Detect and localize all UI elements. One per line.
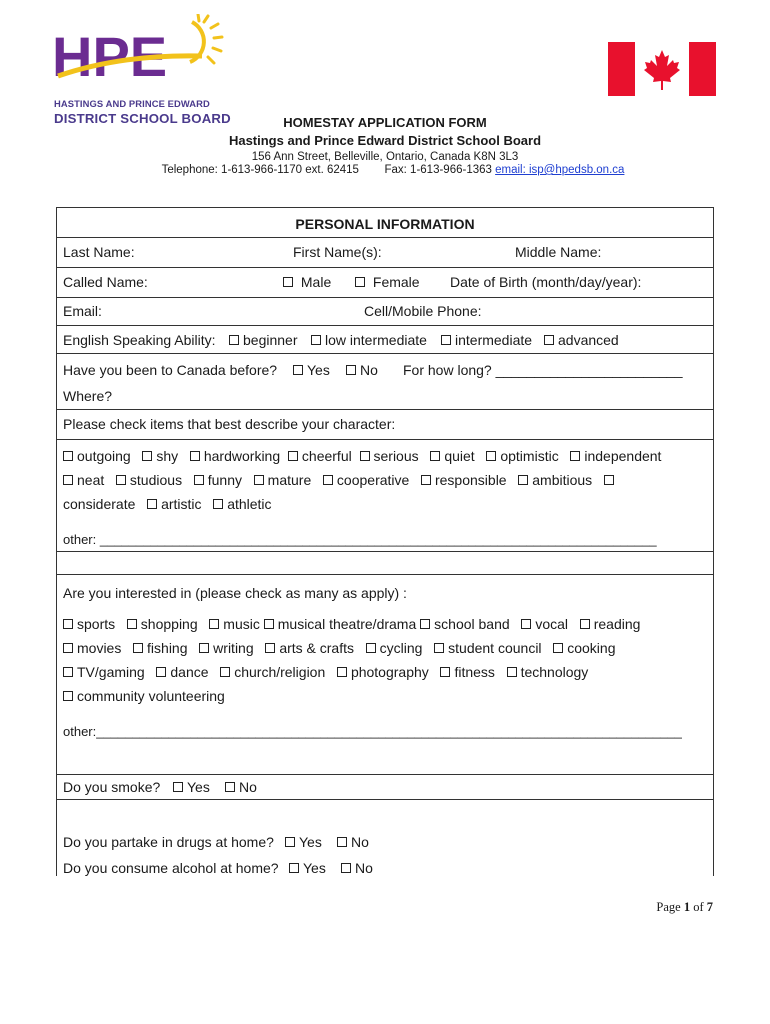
option-label: technology (520, 664, 589, 680)
option-label: responsible (434, 472, 507, 488)
checkbox[interactable] (486, 451, 496, 461)
board-name: Hastings and Prince Edward District School Board (228, 133, 542, 148)
option-label: advanced (558, 332, 619, 348)
telephone: Telephone: 1-613-966-1170 ext. 62415 (161, 164, 359, 176)
option-label: movies (77, 640, 122, 656)
option-label: hardworking (203, 448, 281, 464)
checkbox[interactable] (63, 619, 73, 629)
checkbox[interactable] (209, 619, 219, 629)
interest-row-2 (63, 640, 615, 656)
page-number (656, 900, 713, 915)
character-options (57, 440, 713, 552)
where-label: Where? (63, 388, 113, 404)
checkbox[interactable] (604, 475, 614, 485)
checkbox[interactable] (225, 782, 235, 792)
how-long-field[interactable]: For how long? ________________________ (403, 362, 683, 378)
male-label: Male (300, 274, 332, 290)
checkbox[interactable] (194, 475, 204, 485)
option-label: Yes (303, 860, 326, 876)
option-label: community volunteering (77, 688, 225, 704)
canada-question: Have you been to Canada before? (63, 362, 278, 378)
option-label: neat (77, 472, 105, 488)
checkbox[interactable] (346, 365, 356, 375)
english-low-intermediate[interactable] (311, 332, 427, 348)
smoke-question: Do you smoke? (63, 779, 161, 795)
smoke-row (57, 774, 713, 800)
checkbox[interactable] (285, 837, 295, 847)
checkbox[interactable] (580, 619, 590, 629)
option-label: photography (350, 664, 429, 680)
checkbox[interactable] (311, 335, 321, 345)
checkbox[interactable] (421, 475, 431, 485)
canada-yes[interactable] (293, 362, 330, 378)
checkbox[interactable] (518, 475, 528, 485)
checkbox[interactable] (133, 643, 143, 653)
character-question-row (57, 410, 713, 440)
option-label: fishing (147, 640, 188, 656)
called-name-row (57, 268, 713, 298)
checkbox[interactable] (63, 451, 73, 461)
checkbox[interactable] (156, 667, 166, 677)
option-label: cycling (379, 640, 423, 656)
checkbox[interactable] (430, 451, 440, 461)
dob-label: Date of Birth (month/day/year): (450, 274, 642, 290)
hpe-logo-graphic (52, 14, 227, 98)
option-label: dance (170, 664, 209, 680)
checkbox[interactable] (127, 619, 137, 629)
option-label: beginner (243, 332, 298, 348)
option-label: cheerful (301, 448, 352, 464)
form-title: HOMESTAY APPLICATION FORM (283, 115, 487, 130)
logo-letters: HPE (52, 25, 168, 88)
checkbox[interactable] (440, 667, 450, 677)
interest-options (57, 574, 713, 774)
option-label: quiet (444, 448, 475, 464)
called-name-label: Called Name: (63, 274, 148, 290)
checkbox[interactable] (507, 667, 517, 677)
option-label: funny (207, 472, 242, 488)
option-label: ambitious (532, 472, 593, 488)
english-beginner[interactable] (229, 332, 298, 348)
option-label: sports (77, 616, 116, 632)
checkbox[interactable] (147, 499, 157, 509)
checkbox[interactable] (337, 667, 347, 677)
checkbox[interactable] (63, 643, 73, 653)
character-other-field[interactable]: other: _____________________________________________________________________________ (63, 532, 657, 547)
alcohol-yes[interactable] (289, 860, 326, 876)
where-row (57, 384, 713, 410)
checkbox[interactable] (323, 475, 333, 485)
english-advanced[interactable] (544, 332, 619, 348)
checkbox[interactable] (199, 643, 209, 653)
interest-row-4 (63, 688, 225, 704)
option-label: No (360, 362, 378, 378)
checkbox[interactable] (229, 335, 239, 345)
option-label: vocal (535, 616, 569, 632)
board-address: 156 Ann Street, Belleville, Ontario, Canada K8N 3L3 (251, 151, 519, 163)
female-label: Female (372, 274, 420, 290)
checkbox[interactable] (213, 499, 223, 509)
option-label: music (223, 616, 260, 632)
checkbox[interactable] (289, 863, 299, 873)
male-checkbox[interactable] (283, 277, 293, 287)
option-label: shy (156, 448, 179, 464)
checkbox[interactable] (264, 619, 274, 629)
option-label: low intermediate (325, 332, 427, 348)
middle-name-label: Middle Name: (515, 244, 602, 260)
drugs-no[interactable] (337, 834, 369, 850)
page-current: 1 (683, 900, 691, 914)
checkbox[interactable] (544, 335, 554, 345)
hpe-logo (52, 14, 231, 129)
option-label: TV/gaming (77, 664, 145, 680)
drugs-yes[interactable] (285, 834, 322, 850)
name-row (57, 238, 713, 268)
checkbox[interactable] (434, 643, 444, 653)
section-header-row (57, 208, 713, 238)
option-label: No (351, 834, 369, 850)
canada-flag-icon (608, 42, 716, 96)
interest-other-field[interactable]: other:_________________________________________________________________________________ (63, 724, 682, 739)
canada-no[interactable] (346, 362, 378, 378)
of-word: of (690, 900, 707, 914)
character-row-1 (63, 448, 661, 464)
interest-row-3 (63, 664, 588, 680)
interest-row-1 (63, 616, 640, 632)
character-question: Please check items that best describe your character: (63, 416, 396, 432)
female-checkbox[interactable] (355, 277, 365, 287)
interest-question: Are you interested in (please check as many as apply) : (63, 585, 407, 601)
option-label: cooking (567, 640, 616, 656)
email-row (57, 298, 713, 326)
personal-information-form (56, 207, 714, 876)
option-label: No (355, 860, 373, 876)
contact-line (8, 164, 770, 176)
checkbox[interactable] (63, 691, 73, 701)
checkbox[interactable] (220, 667, 230, 677)
checkbox[interactable] (360, 451, 370, 461)
section-title: PERSONAL INFORMATION (295, 216, 475, 232)
checkbox[interactable] (288, 451, 298, 461)
english-label: English Speaking Ability: (63, 332, 216, 348)
option-label: optimistic (500, 448, 559, 464)
option-label: considerate (63, 496, 136, 512)
option-label: shopping (140, 616, 198, 632)
alcohol-question: Do you consume alcohol at home? (63, 860, 279, 876)
checkbox[interactable] (116, 475, 126, 485)
option-label: cooperative (336, 472, 410, 488)
option-label: reading (593, 616, 641, 632)
canada-row (57, 354, 713, 384)
option-label: athletic (227, 496, 272, 512)
checkbox[interactable] (293, 365, 303, 375)
character-row-2 (63, 472, 618, 488)
option-label: student council (448, 640, 542, 656)
option-label: mature (267, 472, 312, 488)
last-name-label: Last Name: (63, 244, 135, 260)
email-link[interactable]: email: isp@hpedsb.on.ca (495, 164, 625, 176)
checkbox[interactable] (553, 643, 563, 653)
divider (57, 574, 713, 575)
checkbox[interactable] (190, 451, 200, 461)
logo-line1: HASTINGS AND PRINCE EDWARD (54, 98, 210, 109)
option-label: church/religion (234, 664, 326, 680)
option-label: Yes (187, 779, 210, 795)
option-label: writing (213, 640, 254, 656)
checkbox[interactable] (441, 335, 451, 345)
fax: Fax: 1-613-966-1363 (384, 164, 492, 176)
checkbox[interactable] (420, 619, 430, 629)
checkbox[interactable] (341, 863, 351, 873)
checkbox[interactable] (521, 619, 531, 629)
checkbox[interactable] (570, 451, 580, 461)
smoke-no[interactable] (225, 779, 257, 795)
checkbox[interactable] (63, 667, 73, 677)
smoke-yes[interactable] (173, 779, 210, 795)
checkbox[interactable] (265, 643, 275, 653)
option-label: studious (129, 472, 183, 488)
option-label: No (239, 779, 257, 795)
checkbox[interactable] (173, 782, 183, 792)
drugs-question: Do you partake in drugs at home? (63, 834, 274, 850)
english-intermediate[interactable] (441, 332, 532, 348)
checkbox[interactable] (366, 643, 376, 653)
checkbox[interactable] (254, 475, 264, 485)
checkbox[interactable] (337, 837, 347, 847)
english-row (57, 326, 713, 354)
option-label: school band (434, 616, 510, 632)
cell-label: Cell/Mobile Phone: (364, 303, 482, 319)
option-label: outgoing (77, 448, 131, 464)
checkbox[interactable] (63, 475, 73, 485)
female-option[interactable] (355, 274, 420, 290)
checkbox[interactable] (142, 451, 152, 461)
email-label: Email: (63, 303, 102, 319)
option-label: intermediate (455, 332, 533, 348)
first-name-label: First Name(s): (293, 244, 382, 260)
option-label: musical theatre/drama (277, 616, 417, 632)
page-total: 7 (706, 900, 713, 914)
character-row-3 (63, 496, 272, 512)
male-option[interactable] (283, 274, 331, 290)
option-label: Yes (299, 834, 322, 850)
logo-line2: DISTRICT SCHOOL BOARD (54, 111, 231, 126)
option-label: serious (373, 448, 419, 464)
option-label: independent (584, 448, 662, 464)
option-label: fitness (454, 664, 495, 680)
option-label: arts & crafts (279, 640, 354, 656)
option-label: artistic (161, 496, 202, 512)
page-word: Page (656, 900, 684, 914)
alcohol-no[interactable] (341, 860, 373, 876)
option-label: Yes (307, 362, 330, 378)
